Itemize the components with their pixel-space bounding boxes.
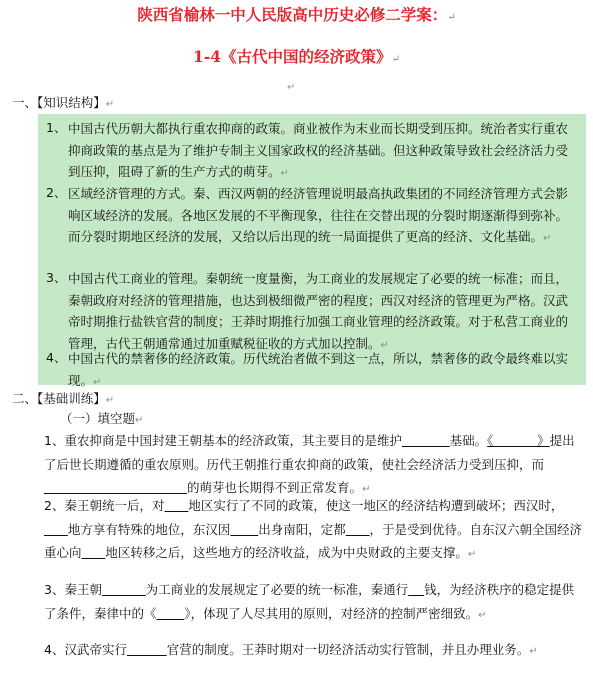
item-number: 1、	[46, 120, 67, 135]
title-line-1: 陕西省榆林一中人民版高中历史必修二学案：↵	[137, 5, 456, 24]
question-1: 1、重农抑商是中国封建王朝基本的经济政策，其主要目的是维护 基础。《 》提出了后世长期遵循的重农原则。历代王朝推行重农抑商的政策，使社会经济活力受到压抑，而 的萌芽也长期得不到正常发育。↵	[44, 433, 575, 496]
knowledge-item-2: 区域经济管理的方式。秦、西汉两朝的经济管理说明最高执政集团的不同经济管理方式会影响区域经济的发展。各地区发展的不平衡现象，往往在交替出现的分裂时期逐渐得到弥补。而分裂时期地区经济的发展，又给以后出现的统一局面提供了更高的经济、文化基础。↵	[68, 186, 569, 244]
paragraph-mark-icon: ↵	[135, 415, 144, 426]
paragraph-mark-icon: ↵	[280, 168, 289, 179]
paragraph-mark-icon: ↵	[478, 609, 487, 621]
knowledge-item-3: 中国古代工商业的管理。秦朝统一度量衡，为工商业的发展规定了必要的统一标准；而且，秦朝政府对经济的管理措施，也达到极细微严密的程度；西汉对经济的管理更为严格。汉武帝时期推行盐铁官营的制度；王莽时期推行加强工商业管理的经济政策。对于私营工商业的管理，古代王朝通常通过加重赋税征收的方式加以控制。↵	[68, 271, 569, 351]
answer-blank[interactable]	[164, 498, 188, 513]
answer-blank[interactable]	[102, 582, 146, 597]
paragraph-mark-icon: ↵	[380, 339, 389, 351]
question-2: 2、秦王朝统一后，对 地区实行了不同的政策，使这一地区的经济结构遭到破坏；西汉时， 地方享有特殊的地位，东汉因 出身南阳，定都 ，于是受到优待。自东汉六朝全国经济重心向 地区转移之后，这些地方的经济收益，成为中央财政的主要支撑。↵	[44, 498, 583, 561]
title-line-2: 1-4《古代中国的经济政策》↵	[193, 47, 400, 66]
section-2-heading: 二、【基础训练】↵	[12, 391, 115, 406]
answer-blank[interactable]	[82, 545, 106, 560]
section-1-heading: 一、【知识结构】↵	[12, 95, 115, 110]
knowledge-item-4: 中国古代的禁奢侈的经济政策。历代统治者做不到这一点，所以，禁奢侈的政令最终难以实现。↵	[68, 351, 569, 388]
paragraph-mark-icon: ↵	[467, 549, 477, 561]
answer-blank[interactable]	[230, 522, 258, 537]
answer-blank[interactable]	[157, 606, 185, 621]
paragraph-mark-icon: ↵	[105, 395, 115, 406]
answer-blank[interactable]	[408, 582, 424, 597]
paragraph-mark-icon: ↵	[391, 54, 400, 65]
paragraph-mark-icon: ↵	[447, 12, 456, 23]
answer-blank[interactable]	[44, 522, 68, 537]
item-number: 2、	[46, 185, 67, 200]
answer-blank[interactable]	[402, 433, 450, 448]
paragraph-mark-icon: ↵	[529, 646, 538, 657]
paragraph-mark-icon: ↵	[105, 99, 115, 110]
question-4: 4、汉武帝实行 官营的制度。王莽时期对一切经济活动实行管制，并且办理业务。↵	[44, 642, 538, 657]
paragraph-mark-icon: ↵	[93, 376, 102, 388]
paragraph-mark-icon: ↵	[543, 233, 552, 244]
question-3: 3、秦王朝 为工商业的发展规定了必要的统一标准，秦通行 钱，为经济秩序的稳定提供了条件，秦律中的《 》，体现了人尽其用的原则，对经济的控制严密细致。↵	[44, 582, 575, 621]
knowledge-item-1: 中国古代历朝大都执行重农抑商的政策。商业被作为末业而长期受到压抑。统治者实行重农抑商政策的基点是为了维护专制主义国家政权的经济基础。但这种政策导致社会经济活力受到压抑，阻碍了新的生产方式的萌芽。↵	[68, 121, 569, 179]
paragraph-mark-icon: ↵	[287, 82, 296, 93]
answer-blank[interactable]	[346, 522, 370, 537]
answer-blank[interactable]: 《 》	[487, 433, 550, 448]
item-number: 4、	[46, 350, 67, 365]
item-number: 3、	[46, 270, 67, 285]
answer-blank[interactable]	[127, 642, 167, 657]
paragraph-mark-icon: ↵	[362, 484, 371, 496]
fill-in-subheading: （一）填空题↵	[60, 411, 144, 426]
